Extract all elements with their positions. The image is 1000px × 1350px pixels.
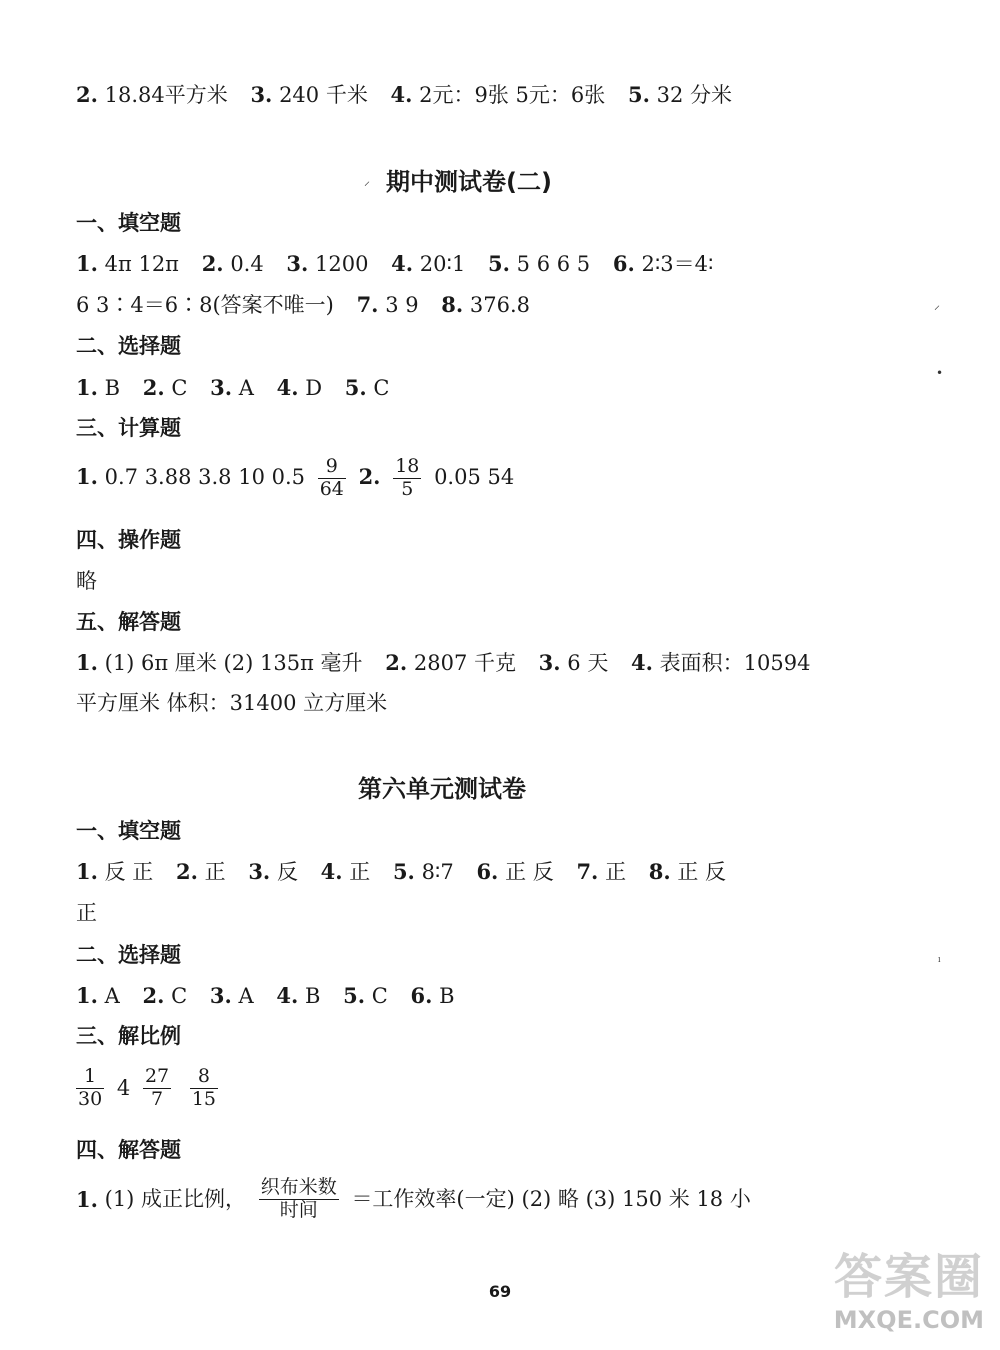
answer: C [371,984,388,1008]
watermark-url: MXQE.COM [833,1306,984,1334]
q-num: 5. [627,82,650,107]
answer: 1200 [315,252,369,276]
q-num: 1. [76,983,98,1008]
answer: C [373,376,390,400]
denominator: 时间 [279,1198,318,1221]
q-num: 3. [209,983,232,1008]
answer-line [76,377,389,399]
answer: C [171,376,188,400]
answer: ＝工作效率(一定) (2) 略 (3) 150 米 18 小 [351,1186,751,1211]
answer: 2∶3＝4∶ [641,252,714,276]
section-title-unit6: 第六单元测试卷 [358,775,526,803]
fraction [393,456,421,501]
q-num: 7. [576,859,599,884]
section-heading: 四、解答题 [76,1138,181,1162]
answer: 正 [349,860,371,884]
answer: B [439,984,455,1008]
answer: 2元：9张 5元：6张 [419,83,606,107]
q-num: 7. [356,292,379,317]
q-num: 6. [612,251,635,276]
q-num: 8. [441,292,464,317]
answer: 4 [116,1075,131,1100]
q-num: 3. [286,251,309,276]
answer: 376.8 [469,293,531,317]
denominator: 15 [191,1087,216,1110]
q-num: 1. [76,859,98,884]
denominator: 5 [401,477,414,500]
numerator: 8 [190,1066,218,1089]
answer: 反 [276,860,298,884]
q-num: 2. [201,251,224,276]
q-num: 8. [648,859,671,884]
q-num: 5. [344,375,367,400]
answer: 20∶1 [419,252,466,276]
section-heading: 五、解答题 [76,610,181,634]
answer: 反 正 [104,860,154,884]
section-heading: 一、填空题 [76,211,181,235]
q-num: 1. [76,1186,98,1212]
q-num: 2. [385,650,408,675]
q-num: 1. [76,251,98,276]
answer: A [238,376,254,400]
answer: (1) 6π 厘米 (2) 135π 毫升 [104,651,363,675]
q-num: 2. [358,463,381,489]
q-num: 4. [276,983,299,1008]
answer: 4π 12π [104,252,179,276]
answer-line [76,652,810,674]
answer-line [76,861,726,883]
fraction [318,456,346,501]
answer-line [76,1177,751,1222]
q-num: 5. [488,251,510,276]
answer: 0.4 [230,252,264,276]
answer: A [104,984,120,1008]
q-num: 5. [392,859,415,884]
answer-line: 略 [76,569,97,593]
answer: (1) 成正比例， [104,1186,247,1211]
answer-line [76,294,530,316]
numerator: 18 [395,455,420,477]
q-num: 3. [248,859,271,884]
answer-line: 正 [76,901,97,925]
section-heading: 一、填空题 [76,819,181,843]
answer: 32 分米 [656,83,732,107]
answer-line [76,456,514,501]
q-num: 1. [76,463,98,489]
section-heading: 三、计算题 [76,416,181,440]
q-num: 5. [343,983,366,1008]
answer: 0.7 3.88 3.8 10 0.5 [104,464,305,489]
q-num: 1. [76,650,98,675]
answer: 18.84平方米 [104,83,228,107]
denominator: 64 [319,477,344,500]
answer: 正 [605,860,627,884]
q-num: 2. [142,983,165,1008]
answer-line [76,253,713,275]
fraction [190,1066,218,1111]
q-num: 2. [142,375,165,400]
section-heading: 二、选择题 [76,334,181,358]
answer: B [304,984,321,1008]
answer-line-prev-unit [76,84,732,106]
denominator: 30 [78,1087,103,1110]
denominator: 7 [150,1087,164,1110]
section-heading: 三、解比例 [76,1024,181,1048]
fraction [143,1066,171,1111]
q-num: 3. [250,82,273,107]
answer: D [305,376,323,400]
q-num: 6. [476,859,499,884]
q-num: 4. [276,375,299,400]
answer: 2807 千克 [413,651,516,675]
numerator: 1 [76,1066,104,1089]
scan-mark: ˡ [938,955,941,969]
watermark-logo-text: 答案圈 [833,1249,984,1305]
section-heading: 四、操作题 [76,528,181,552]
fraction [259,1177,339,1222]
answer-line [76,985,455,1007]
answer: 240 千米 [279,83,368,107]
q-num: 3. [538,650,561,675]
answer-line [70,1066,224,1111]
q-num: 4. [391,251,414,276]
q-num: 4. [631,650,653,675]
watermark [794,1238,984,1338]
answer: 表面积：10594 [659,651,811,675]
answer: B [104,376,121,400]
q-num: 3. [210,375,233,400]
answer: 正 [204,860,226,884]
answer: 5 6 6 5 [516,252,591,276]
q-num: 2. [76,82,98,107]
scan-mark: ⸝ [934,298,941,312]
answer: A [238,984,254,1008]
answer-line: 平方厘米 体积：31400 立方厘米 [76,691,388,715]
section-heading: 二、选择题 [76,943,181,967]
answer: 3 9 [385,293,419,317]
q-num: 4. [390,82,413,107]
answer: 正 反 [505,860,554,884]
fraction [76,1066,104,1111]
answer: 0.05 54 [434,464,515,489]
numerator: 9 [318,456,346,479]
answer: 6 天 [567,651,609,675]
q-num: 4. [320,859,343,884]
answer: 6 3∶4＝6∶8(答案不唯一) [76,293,334,317]
numerator: 织布米数 [260,1176,337,1198]
answer: 8∶7 [421,860,454,884]
scan-mark: • [936,366,944,380]
answer: C [171,984,188,1008]
section-title-midterm: 期中测试卷(二) [386,168,552,196]
q-num: 1. [76,375,98,400]
answer: 正 反 [677,860,727,884]
q-num: 6. [410,983,433,1008]
q-num: 2. [176,859,198,884]
numerator: 27 [144,1065,170,1087]
page-number: 69 [488,1282,512,1301]
scan-mark: ⸝ [364,174,371,188]
